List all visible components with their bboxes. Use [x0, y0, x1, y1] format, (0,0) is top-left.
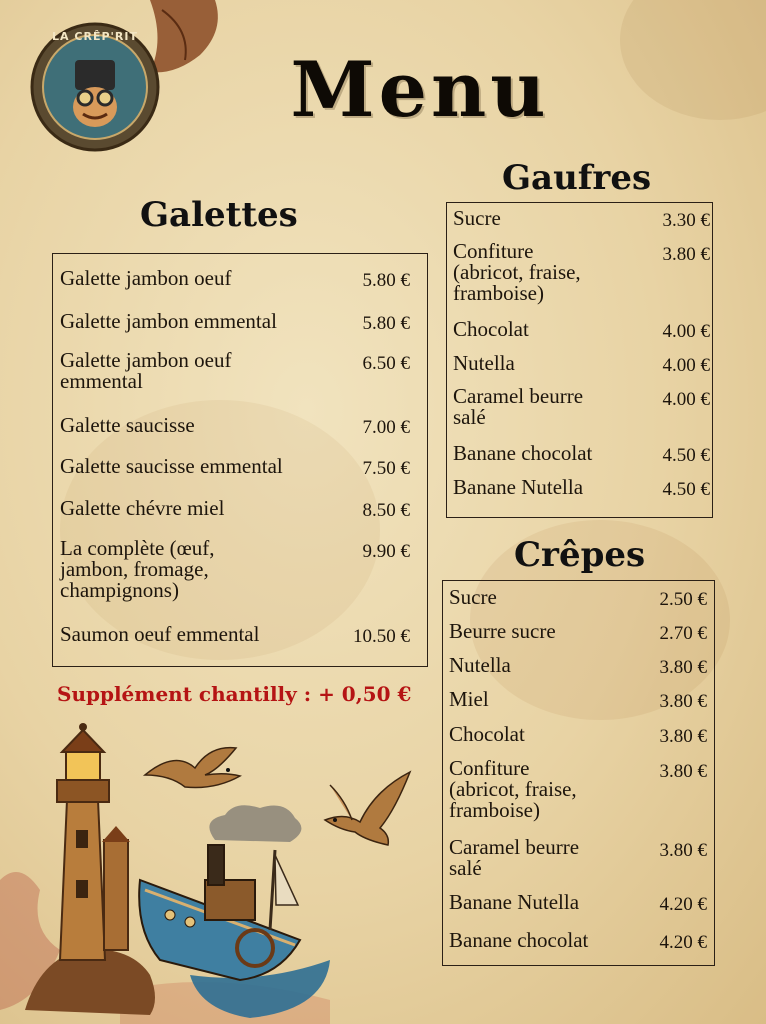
crepes-item-price: 3.80 € [659, 691, 707, 712]
crepes-item-price: 3.80 € [659, 761, 707, 782]
galettes-item-price: 6.50 € [362, 353, 410, 374]
paper-stain [620, 0, 766, 120]
crepes-item-name: Caramel beurre salé [449, 835, 580, 880]
gaufres-item-price: 4.00 € [662, 389, 710, 410]
seagull-icon [325, 772, 410, 845]
galettes-item-name: Galette chévre miel [60, 496, 225, 520]
steamboat-illustration [139, 805, 330, 1018]
galettes-item-price: 8.50 € [362, 500, 410, 521]
crepes-item-price: 3.80 € [659, 840, 707, 861]
page-title: Menu [290, 45, 550, 134]
crepes-title: Crêpes [514, 535, 646, 575]
gaufres-item-price: 4.00 € [662, 355, 710, 376]
galettes-item-price: 10.50 € [353, 626, 410, 647]
crepes-item-name: Nutella [449, 653, 511, 677]
crepes-item-name: Banane Nutella [449, 890, 580, 914]
lighthouse-illustration [25, 723, 155, 1015]
crepes-item-price: 4.20 € [659, 894, 707, 915]
gaufres-item-name: Confiture (abricot, fraise, framboise) [453, 239, 581, 305]
crepes-item-name: Banane chocolat [449, 928, 589, 952]
crepes-item-price: 2.70 € [659, 623, 707, 644]
gaufres-item-name: Chocolat [453, 317, 529, 341]
gaufres-item-name: Banane chocolat [453, 441, 593, 465]
gaufres-item-name: Caramel beurre salé [453, 384, 584, 429]
gaufres-item-price: 3.80 € [662, 244, 710, 265]
logo-text: LA CRÊP'RIT [52, 30, 138, 43]
galettes-item-name: Galette jambon oeuf emmental [60, 348, 232, 393]
supplement-note: Supplément chantilly : + 0,50 € [57, 682, 412, 706]
crepes-item-name: Sucre [449, 585, 497, 609]
galettes-item-name: Galette saucisse [60, 413, 195, 437]
gaufres-item-price: 4.50 € [662, 479, 710, 500]
crepes-item-name: Beurre sucre [449, 619, 556, 643]
galettes-item-name: La complète (œuf, jambon, fromage, champignons) [60, 536, 215, 602]
crepes-item-name: Chocolat [449, 722, 525, 746]
galettes-item-price: 7.00 € [362, 417, 410, 438]
gaufres-title: Gaufres [502, 158, 652, 198]
gaufres-item-name: Nutella [453, 351, 515, 375]
galettes-title: Galettes [140, 195, 298, 235]
galettes-item-name: Galette jambon oeuf [60, 266, 232, 290]
crepes-item-name: Miel [449, 687, 489, 711]
crepes-item-price: 3.80 € [659, 726, 707, 747]
galettes-item-price: 9.90 € [362, 541, 410, 562]
crepes-item-name: Confiture (abricot, fraise, framboise) [449, 756, 577, 822]
gaufres-item-price: 4.50 € [662, 445, 710, 466]
crepes-item-price: 3.80 € [659, 657, 707, 678]
crepes-item-price: 2.50 € [659, 589, 707, 610]
crepes-item-price: 4.20 € [659, 932, 707, 953]
galettes-item-name: Saumon oeuf emmental [60, 622, 260, 646]
brand-logo [30, 22, 160, 152]
gaufres-item-price: 4.00 € [662, 321, 710, 342]
galettes-item-price: 7.50 € [362, 458, 410, 479]
gaufres-item-name: Banane Nutella [453, 475, 584, 499]
gaufres-item-price: 3.30 € [662, 210, 710, 231]
galettes-item-name: Galette jambon emmental [60, 309, 277, 333]
galettes-item-price: 5.80 € [362, 270, 410, 291]
galettes-item-name: Galette saucisse emmental [60, 454, 283, 478]
seagull-icon [145, 748, 240, 788]
galettes-item-price: 5.80 € [362, 313, 410, 334]
gaufres-item-name: Sucre [453, 206, 501, 230]
